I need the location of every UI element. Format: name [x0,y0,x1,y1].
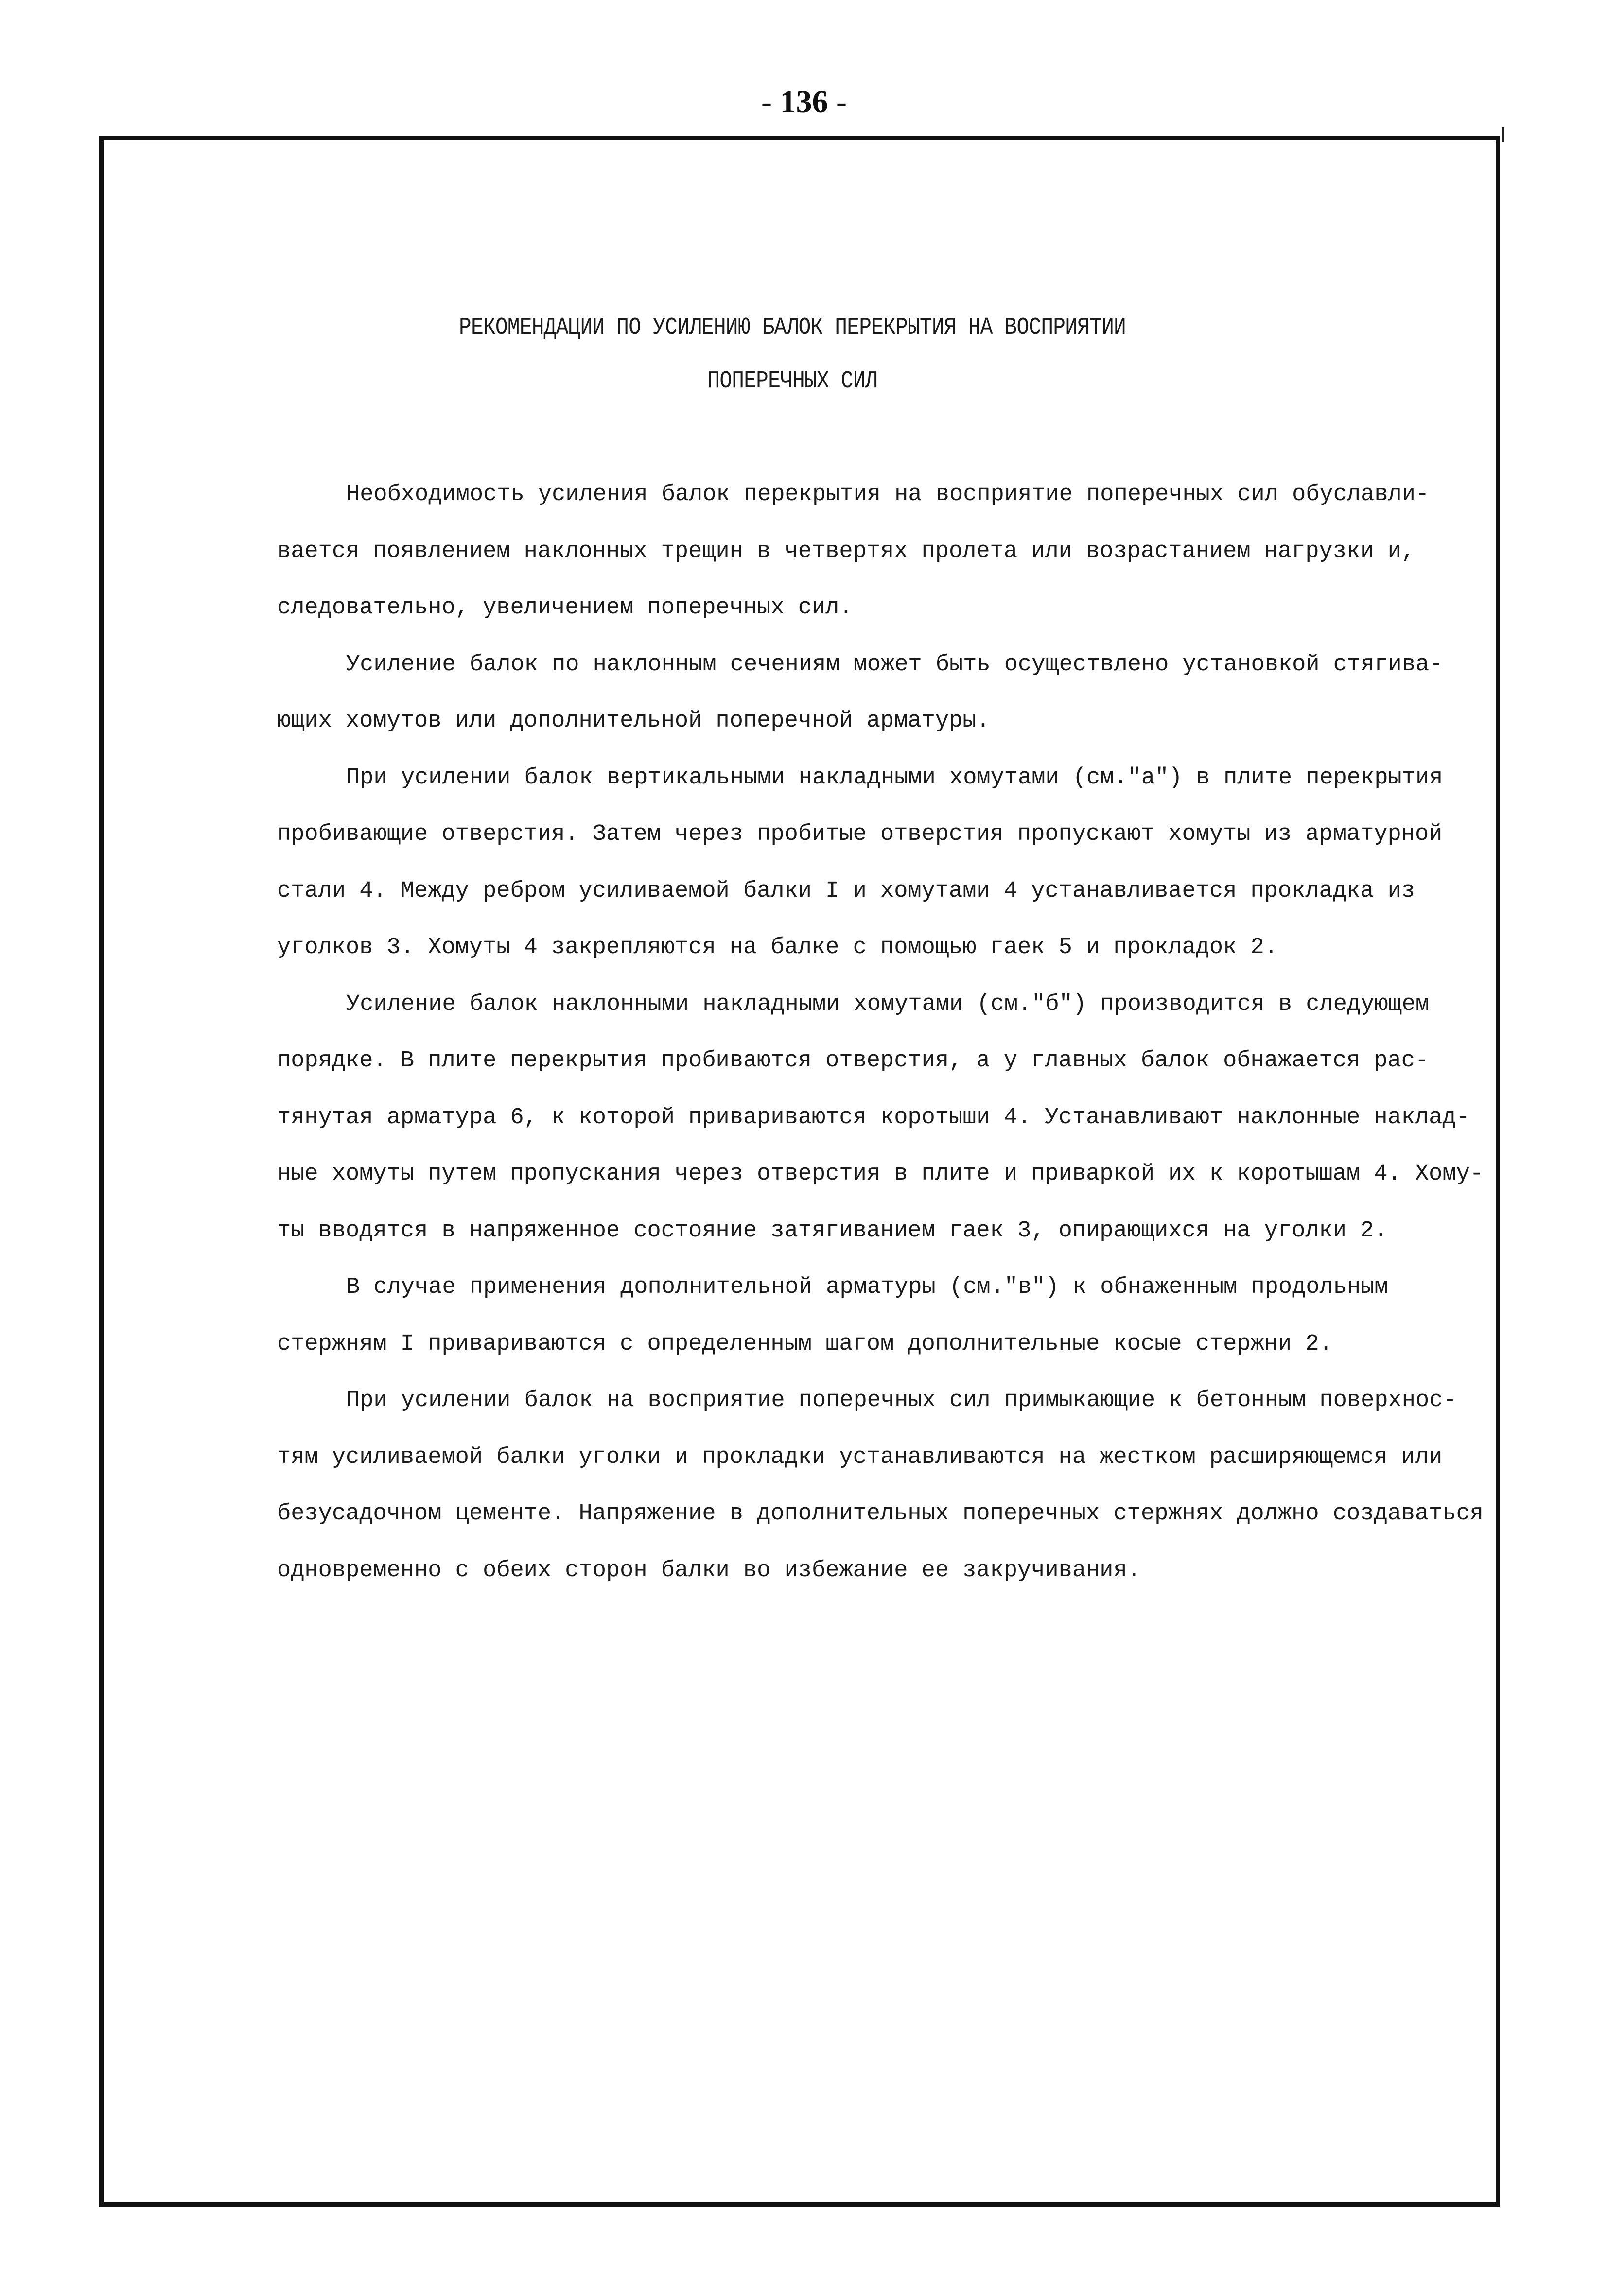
text-line: ющих хомутов или дополнительной поперечной арматуры. [277,708,990,734]
page-number: - 136 - [761,84,847,120]
paragraph [277,467,1478,637]
text-line: При усилении балок вертикальными накладными хомутами (см."а") в плите перекрытия [346,765,1443,791]
text-line: Необходимость усиления балок перекрытия на восприятие поперечных сил обуславли- [346,482,1430,507]
text-line: вается появлением наклонных трещин в четвертях пролета или возрастанием нагрузки и, [277,538,1415,564]
title-line: ПОПЕРЕЧНЫХ СИЛ [707,367,877,395]
paragraph [277,1259,1478,1373]
text-line: пробивающие отверстия. Затем через пробитые отверстия пропускают хомуты из арматурной [277,821,1443,847]
text-line: порядке. В плите перекрытия пробиваются отверстия, а у главных балок обнажается рас- [277,1048,1429,1074]
paragraph [277,1373,1484,1599]
paragraph [277,750,1478,976]
text-line: Усиление балок по наклонным сечениям может быть осуществлено установкой стягива- [346,651,1443,678]
text-line: уголков 3. Хомуты 4 закрепляются на балке с помощью гаек 5 и прокладок 2. [277,935,1278,960]
paragraph [277,976,1484,1260]
text-line: тям усиливаемой балки уголки и прокладки устанавливаются на жестком расширяющемся или [277,1444,1443,1470]
frame-corner-mark [1502,127,1504,142]
text-line: одновременно с обеих сторон балки во избежание ее закручивания. [277,1557,1141,1583]
text-line: стержням I привариваются с определенным шагом дополнительные косые стержни 2. [277,1331,1333,1357]
title-line: РЕКОМЕНДАЦИИ ПО УСИЛЕНИЮ БАЛОК ПЕРЕКРЫТИЯ НА ВОСПРИЯТИИ [459,314,1126,342]
text-line: тянутая арматура 6, к которой привариваются коротыши 4. Устанавливают наклонные наклад- [277,1104,1470,1131]
text-line: следовательно, увеличением поперечных сил. [277,595,853,621]
text-line: В случае применения дополнительной арматуры (см."в") к обнаженным продольным [346,1274,1388,1300]
text-line: безусадочном цементе. Напряжение в дополнительных поперечных стержнях должно создаваться [277,1501,1484,1527]
text-line: ты вводятся в напряженное состояние затягиванием гаек 3, опирающихся на уголки 2. [277,1218,1388,1244]
document-body [277,467,1484,1599]
text-line: ные хомуты путем пропускания через отверстия в плите и приваркой их к коротышам 4. Хому- [277,1161,1484,1187]
text-line: Усиление балок наклонными накладными хомутами (см."б") производится в следующем [346,991,1430,1017]
text-line: стали 4. Между ребром усиливаемой балки I и хомутами 4 устанавливается прокладка из [277,878,1415,904]
text-line: При усилении балок на восприятие поперечных сил примыкающие к бетонным поверхнос- [346,1388,1457,1413]
document-title [207,301,1378,408]
paragraph [277,637,1478,750]
